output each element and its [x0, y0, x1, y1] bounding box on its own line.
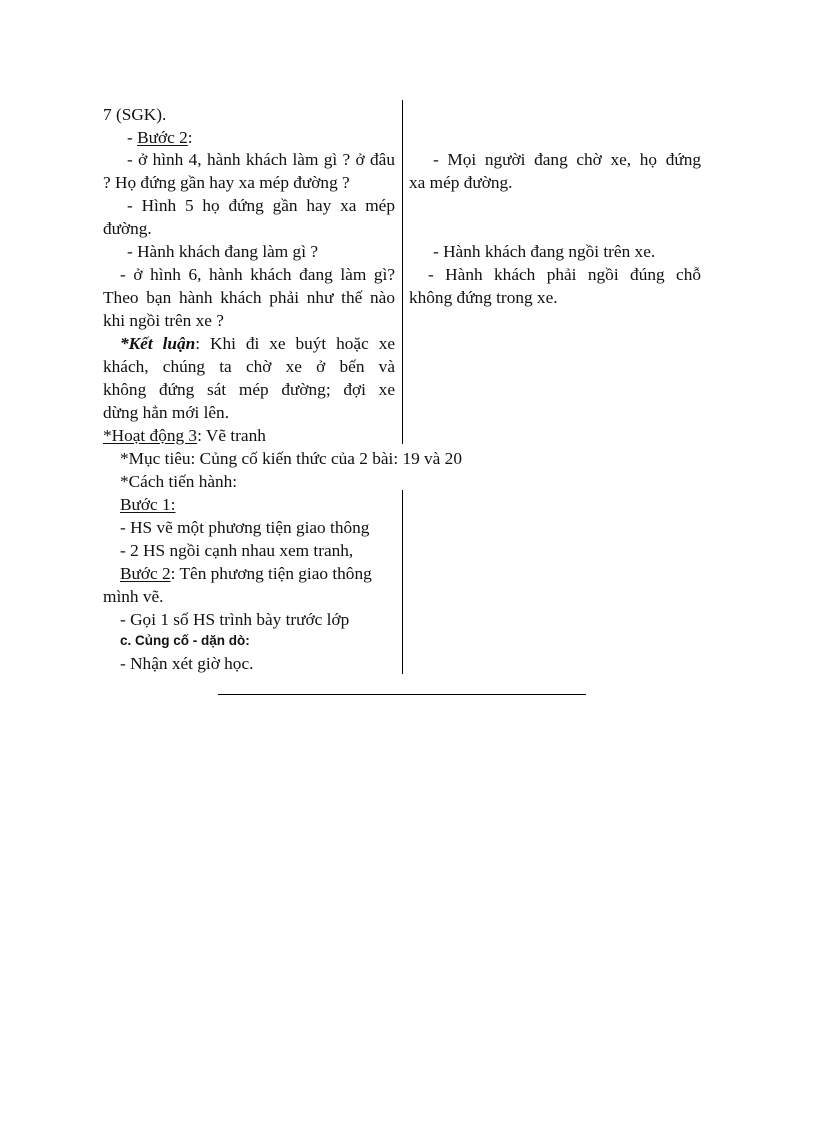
conclusion-text: dừng hẳn mới lên.: [103, 403, 230, 422]
step-label: Bước 2: [120, 564, 171, 583]
step-text: mình vẽ.: [103, 587, 164, 606]
conclusion-text: khách, chúng ta chờ xe ở bến và: [103, 357, 395, 376]
activity-heading: [103, 425, 266, 447]
conclusion-text: không đứng sát mép đường; đợi xe: [103, 380, 395, 399]
question-text: - Hình 5 họ đứng gần hay xa mép: [127, 196, 395, 215]
text-line: 7 (SGK).: [103, 105, 167, 124]
procedure-heading: *Cách tiến hành:: [120, 472, 238, 491]
question-text: Theo bạn hành khách phải như thế nào: [103, 288, 395, 307]
question-text: đường.: [103, 219, 152, 238]
step-text: - Nhận xét giờ học.: [120, 654, 254, 673]
section-heading: c. Củng cố - dặn dò:: [120, 633, 250, 648]
column-divider: [402, 490, 403, 674]
answer-text: - Hành khách phải ngồi đúng chỗ: [428, 265, 701, 284]
question-text: ? Họ đứng gần hay xa mép đường ?: [103, 173, 350, 192]
conclusion-label: *Kết luận: [120, 334, 196, 353]
conclusion-text: : Khi đi xe buýt hoặc xe: [195, 334, 396, 353]
answer-text: - Hành khách đang ngồi trên xe.: [433, 242, 656, 261]
answer-text: không đứng trong xe.: [409, 288, 558, 307]
question-text: khi ngồi trên xe ?: [103, 311, 224, 330]
step-label: Bước 1:: [120, 495, 176, 514]
answer-text: - Mọi người đang chờ xe, họ đứng: [433, 150, 701, 169]
activity-label: *Hoạt động 3: [103, 426, 198, 445]
answer-text: xa mép đường.: [409, 173, 513, 192]
step-heading: [120, 494, 175, 516]
activity-title: : Vẽ tranh: [197, 426, 266, 445]
step-heading: [120, 563, 372, 585]
step-text: - 2 HS ngồi cạnh nhau xem tranh,: [120, 541, 354, 560]
step-text: - HS vẽ một phương tiện giao thông: [120, 518, 370, 537]
question-text: - Hành khách đang làm gì ?: [127, 242, 318, 261]
colon: :: [187, 128, 193, 147]
step-heading: [127, 127, 193, 149]
question-text: - ở hình 4, hành khách làm gì ? ở đâu: [127, 150, 395, 169]
conclusion-line: [120, 333, 395, 356]
objective-text: *Mục tiêu: Củng cố kiến thức của 2 bài: 19 và 20: [120, 449, 462, 468]
horizontal-rule: [218, 694, 586, 695]
step-text: : Tên phương tiện giao thông: [170, 564, 372, 583]
step-label: Bước 2: [137, 128, 188, 147]
question-text: - ở hình 6, hành khách đang làm gì?: [120, 265, 395, 284]
dash: -: [127, 128, 138, 147]
column-divider: [402, 100, 403, 444]
step-text: - Gọi 1 số HS trình bày trước lớp: [120, 610, 350, 629]
